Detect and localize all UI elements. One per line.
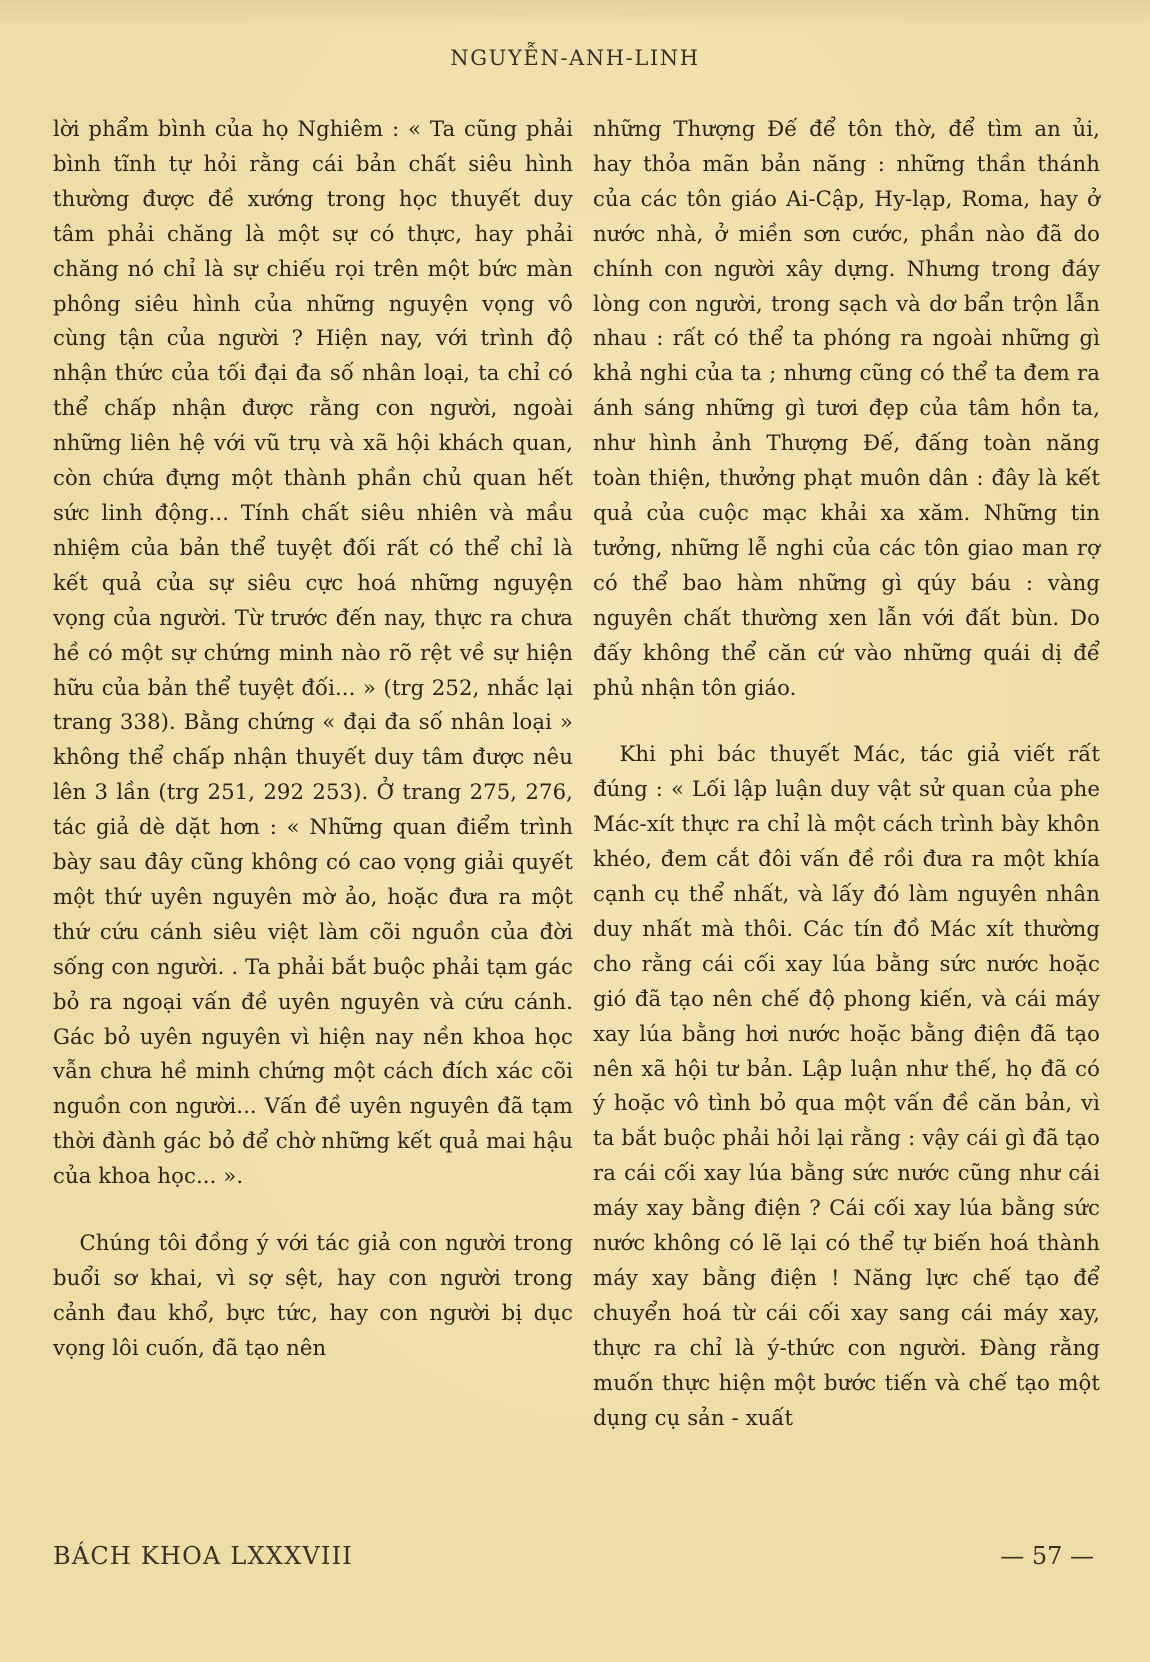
running-title: NGUYỄN-ANH-LINH bbox=[450, 46, 700, 70]
right-paragraph-2: Khi phi bác thuyết Mác, tác giả viết rất đúng : « Lối lập luận duy vật sử quan của phe Mác-xít thực ra chỉ là một cách trình bày khôn khéo, đem cắt đôi vấn đề rồi đưa ra một khía cạnh cụ thể nhất, và lấy đó làm nguyên nhân duy nhất mà thôi. Các tín đồ Mác xít thường cho rằng cái cối xay lúa bằng sức nước hoặc gió đã tạo nên chế độ phong kiến, và cái máy xay lúa bằng hơi nước hoặc bằng điện đã tạo nên xã hội tư bản. Lập luận như thế, họ đã có ý hoặc vô tình bỏ qua một vấn đề căn bản, vì ta bắt buộc phải hỏi lại rằng : vậy cái gì đã tạo ra cái cối xay lúa bằng sức nước cũng như cái máy xay bằng điện ? Cái cối xay lúa bằng sức nước không có lẽ lại có thể tự biến hoá thành máy xay bằng điện ! Năng lực chế tạo để chuyển hoá từ cái cối xay sang cái máy xay, thực ra chỉ là ý-thức con người. Đàng rằng muốn thực hiện một bước tiến và chế tạo một dụng cụ sản - xuất bbox=[593, 741, 1100, 1430]
left-column bbox=[53, 112, 573, 1366]
page-number: — 57 — bbox=[1000, 1542, 1094, 1570]
left-paragraph-1: lời phẩm bình của họ Nghiêm : « Ta cũng phải bình tĩnh tự hỏi rằng cái bản chất siêu hình thường được đề xướng trong học thuyết duy tâm phải chăng là một sự có thực, hay phải chăng nó chỉ là sự chiếu rọi trên một bức màn phông siêu hình của những nguyện vọng vô cùng tận của người ? Hiện nay, với trình độ nhận thức của tối đại đa số nhân loại, ta chỉ có thể chấp nhận được rằng con người, ngoài những liên hệ với vũ trụ và xã hội khách quan, còn chứa đựng một thành phần chủ quan hết sức linh động... Tính chất siêu nhiên và mầu nhiệm của bản thể tuyệt đối rất có thể chỉ là kết quả của sự siêu cực hoá những nguyện vọng của người. Từ trước đến nay, thực ra chưa hề có một sự chứng minh nào rõ rệt về sự hiện hữu của bản thể tuyệt đối... » (trg 252, nhắc lại trang 338). Bằng chứng « đại đa số nhân loại » không thể chấp nhận thuyết duy tâm được nêu lên 3 lần (trg 251, 292 253). Ở trang 275, 276, tác giả dè dặt hơn : « Những quan điểm trình bày sau đây cũng không có cao vọng giải quyết một thứ uyên nguyên mờ ảo, hoặc đưa ra một thứ cứu cánh siêu việt làm cõi nguồn của đời sống con người. . Ta phải bắt buộc phải tạm gác bỏ ra ngoại vấn đề uyên nguyên và cứu cánh. Gác bỏ uyên nguyên vì hiện nay nền khoa học vẫn chưa hề minh chứng một cách đích xác cõi nguồn con người... Vấn đề uyên nguyên đã tạm thời đành gác bỏ để chờ những kết quả mai hậu của khoa học... ». bbox=[53, 116, 573, 1189]
publication-footer: BÁCH KHOA LXXXVIII bbox=[53, 1542, 353, 1570]
page-fold-shadow bbox=[0, 0, 1150, 28]
right-paragraph-1: những Thượng Đế để tôn thờ, để tìm an ủi, hay thỏa mãn bản năng : những thần thánh của các tôn giáo Ai-Cập, Hy-lạp, Roma, hay ở nước nhà, ở miền sơn cước, phần nào đã do chính con người xây dựng. Nhưng trong đáy lòng con người, trong sạch và dơ bẩn trộn lẫn nhau : rất có thể ta phóng ra ngoài những gì khả nghi của ta ; nhưng cũng có thể ta đem ra ánh sáng những gì tươi đẹp của tâm hồn ta, như hình ảnh Thượng Đế, đấng toàn năng toàn thiện, thưởng phạt muôn dân : đây là kết quả của cuộc mạc khải xa xăm. Những tin tưởng, những lễ nghi của các tôn giao man rợ có thể bao hàm những gì qúy báu : vàng nguyên chất thường xen lẫn với đất bùn. Do đấy không thể căn cứ vào những quái dị để phủ nhận tôn giáo. bbox=[593, 116, 1100, 700]
left-paragraph-2: Chúng tôi đồng ý với tác giả con người trong buổi sơ khai, vì sợ sệt, hay con người trong cảnh đau khổ, bực tức, hay con người bị dục vọng lôi cuốn, đã tạo nên bbox=[53, 1230, 573, 1360]
right-column bbox=[593, 112, 1100, 1436]
